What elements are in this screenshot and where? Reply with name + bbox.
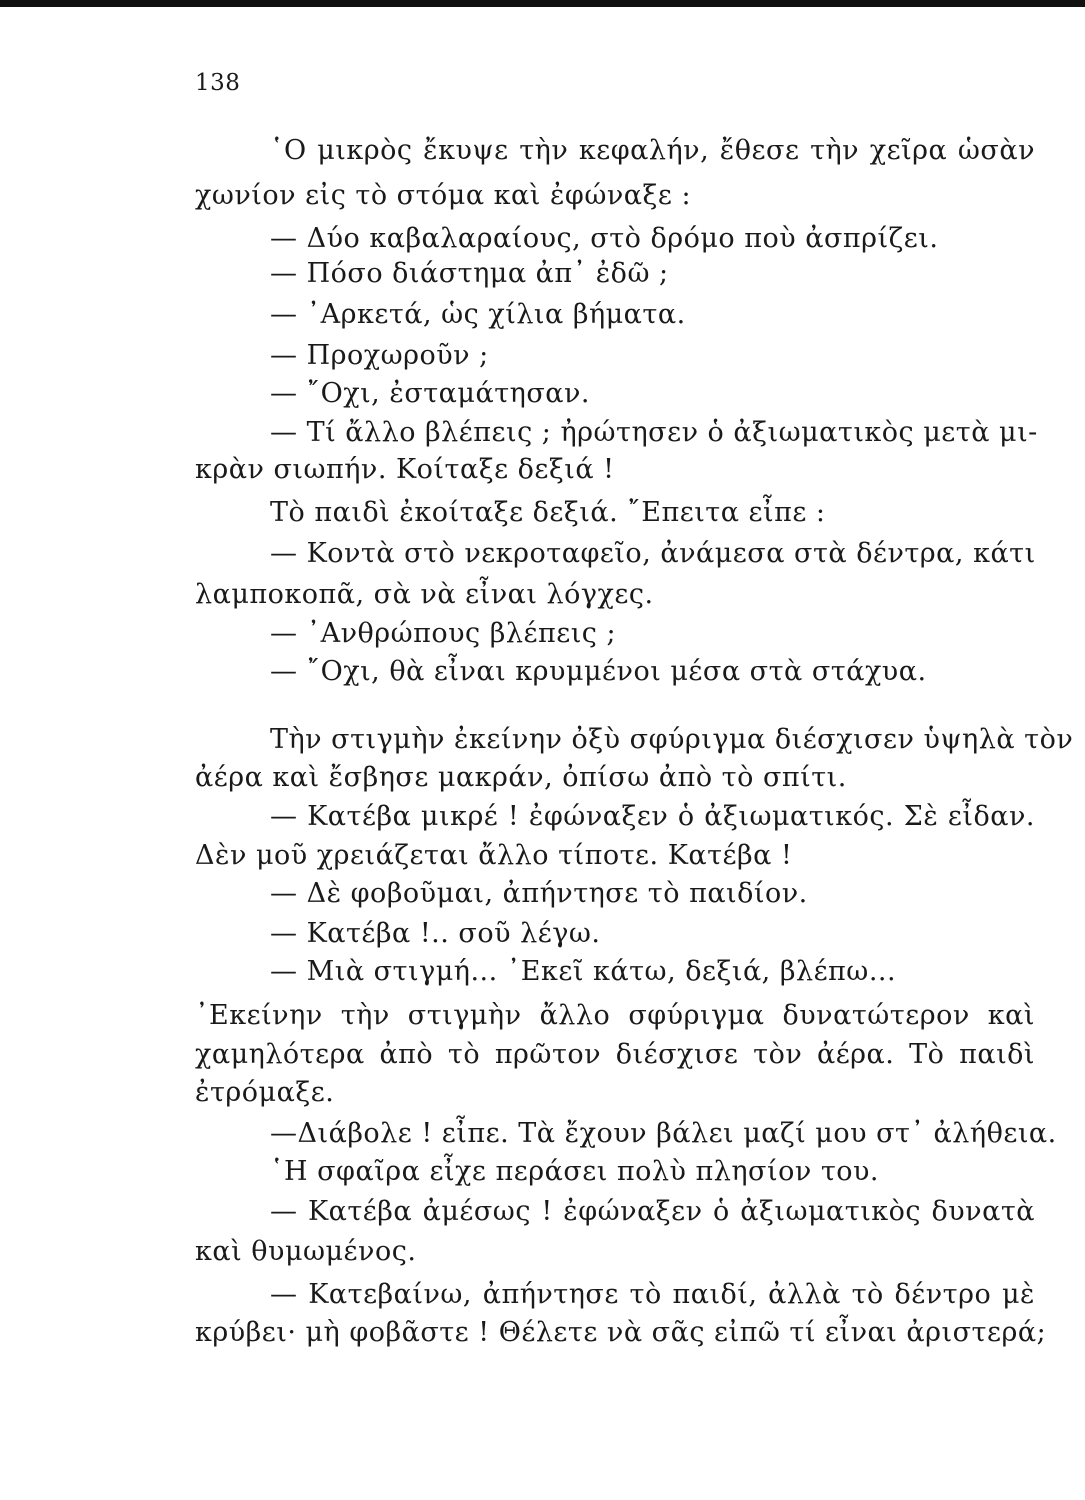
- text-line: — Κατέβα μικρέ ! ἐφώναξεν ὁ ἀξιωματικός. Σὲ εἶδαν.: [270, 801, 1035, 832]
- text-line: ᾿Εκείνην τὴν στιγμὴν ἄλλο σφύριγμα δυνατώτερον καὶ: [195, 1000, 1035, 1031]
- text-line: — Κατέβα ἀμέσως ! ἐφώναξεν ὁ ἀξιωματικὸς δυνατὰ: [270, 1196, 1035, 1227]
- text-line: κρὰν σιωπήν. Κοίταξε δεξιά !: [195, 454, 615, 485]
- text-line: ῾Ο μικρὸς ἔκυψε τὴν κεφαλήν, ἔθεσε τὴν χεῖρα ὡσὰν: [270, 135, 1035, 166]
- text-line: —Διάβολε ! εἶπε. Τὰ ἔχουν βάλει μαζί μου στ᾽ ἀλήθεια.: [270, 1118, 1057, 1149]
- text-line: — Κατέβα !.. σοῦ λέγω.: [270, 918, 601, 949]
- text-line: χαμηλότερα ἀπὸ τὸ πρῶτον διέσχισε τὸν ἀέρα. Τὸ παιδὶ: [195, 1039, 1035, 1070]
- text-line: ἀέρα καὶ ἔσβησε μακράν, ὀπίσω ἀπὸ τὸ σπίτι.: [195, 762, 847, 793]
- text-line: Τὴν στιγμὴν ἐκείνην ὀξὺ σφύριγμα διέσχισεν ὑψηλὰ τὸν: [270, 724, 1074, 755]
- text-line: Τὸ παιδὶ ἐκοίταξε δεξιά. ῎Επειτα εἶπε :: [270, 497, 826, 528]
- text-line: Δὲν μοῦ χρειάζεται ἄλλο τίποτε. Κατέβα !: [195, 840, 793, 871]
- text-line: — Δὲ φοβοῦμαι, ἀπήντησε τὸ παιδίον.: [270, 878, 808, 909]
- text-line: — Κατεβαίνω, ἀπήντησε τὸ παιδί, ἀλλὰ τὸ δέντρο μὲ: [270, 1279, 1035, 1310]
- text-line: — Προχωροῦν ;: [270, 340, 489, 371]
- text-line: — Κοντὰ στὸ νεκροταφεῖο, ἀνάμεσα στὰ δέντρα, κάτι: [270, 538, 1036, 569]
- text-line: — ᾿Αρκετά, ὡς χίλια βήματα.: [270, 299, 686, 330]
- text-line: χωνίον εἰς τὸ στόμα καὶ ἐφώναξε :: [195, 180, 692, 211]
- text-line: — Τί ἄλλο βλέπεις ; ἠρώτησεν ὁ ἀξιωματικὸς μετὰ μι-: [270, 417, 1038, 448]
- text-line: ἐτρόμαξε.: [195, 1077, 335, 1108]
- text-line: κρύβει· μὴ φοβᾶστε ! Θέλετε νὰ σᾶς εἰπῶ τί εἶναι ἀριστερά;: [195, 1317, 1047, 1348]
- text-line: λαμποκοπᾶ, σὰ νὰ εἶναι λόγχες.: [195, 579, 654, 610]
- text-line: καὶ θυμωμένος.: [195, 1236, 417, 1267]
- text-line: — Δύο καβαλαραίους, στὸ δρόμο ποὺ ἀσπρίζει.: [270, 223, 939, 254]
- text-line: — ῎Οχι, θὰ εἶναι κρυμμένοι μέσα στὰ στάχυα.: [270, 656, 927, 687]
- text-line: ῾Η σφαῖρα εἶχε περάσει πολὺ πλησίον του.: [270, 1156, 880, 1187]
- text-line: — ᾿Ανθρώπους βλέπεις ;: [270, 618, 617, 649]
- text-line: — ῎Οχι, ἐσταμάτησαν.: [270, 378, 590, 409]
- text-line: — Πόσο διάστημα ἀπ᾽ ἐδῶ ;: [270, 258, 669, 289]
- text-line: — Μιὰ στιγμή... ᾿Εκεῖ κάτω, δεξιά, βλέπω...: [270, 956, 897, 987]
- page-number: 138: [195, 70, 241, 96]
